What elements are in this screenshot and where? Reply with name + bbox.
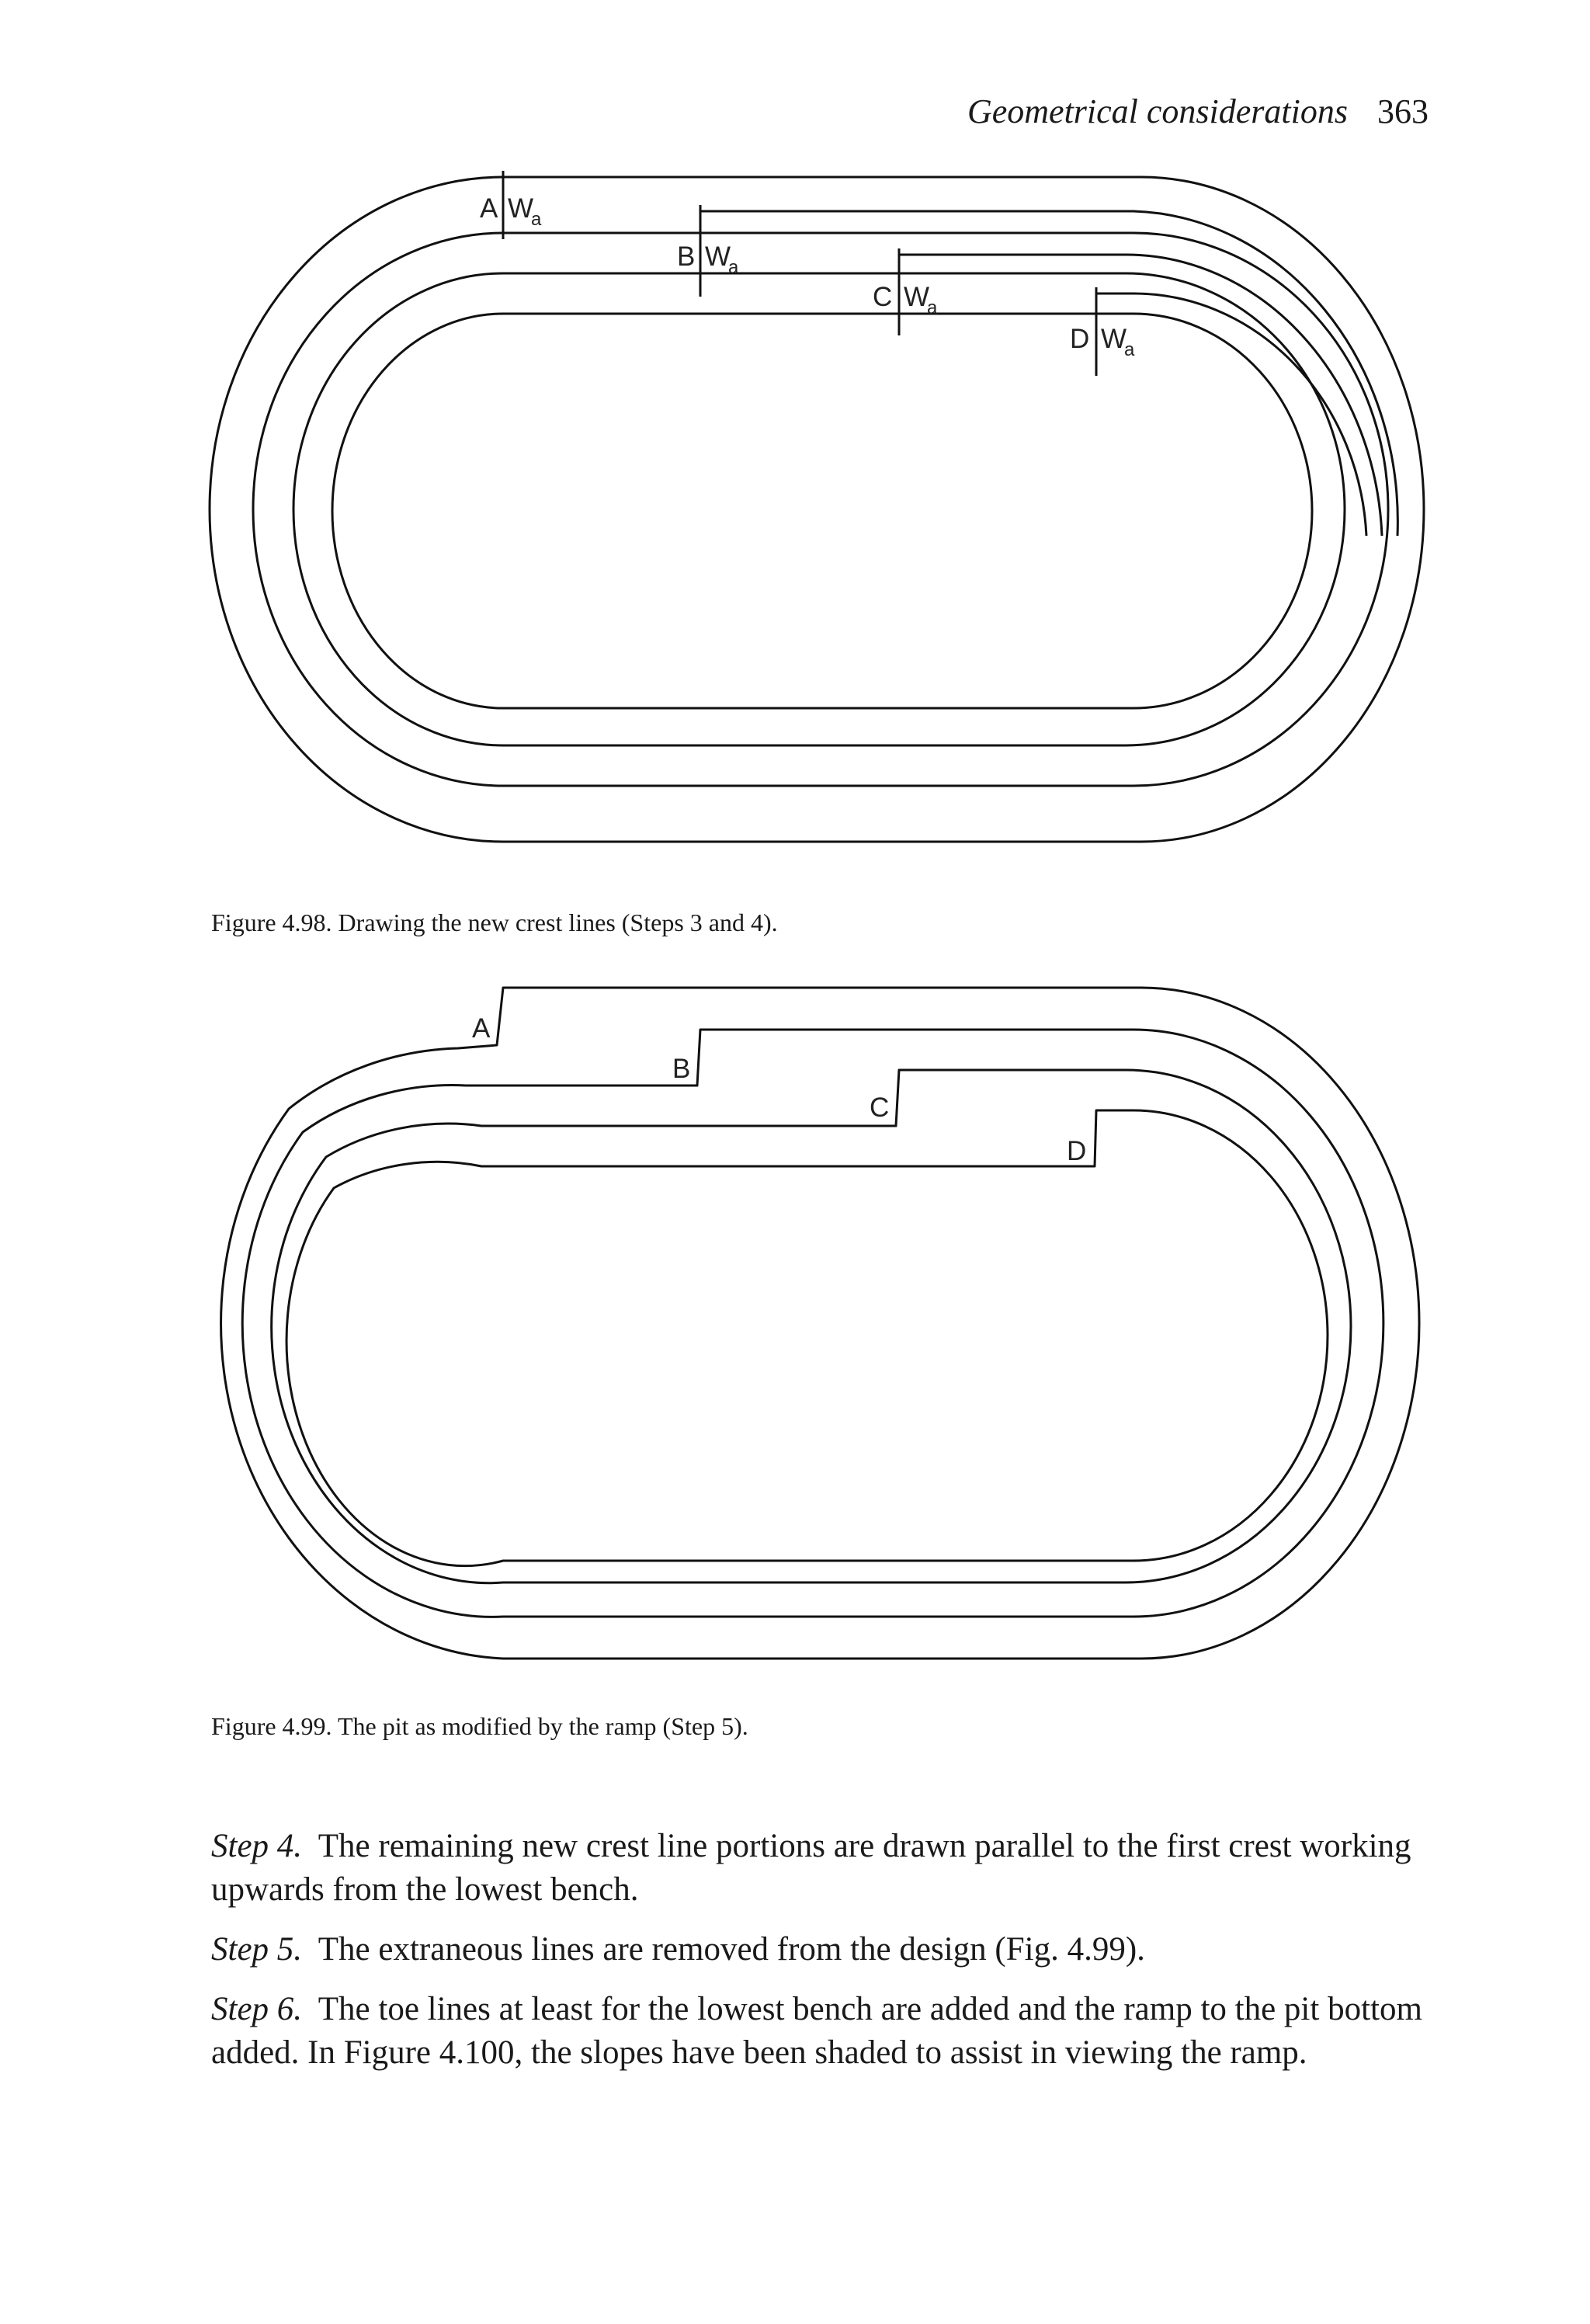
label-w-c-sub: a [927,297,938,318]
label-b: B [672,1054,691,1084]
step-4-text: The remaining new crest line portions are drawn parallel to the first crest working upwards from the lowest bench. [211,1828,1411,1908]
label-c: C [873,282,893,312]
running-title: Geometrical considerations [967,92,1348,130]
label-w-a: W [508,193,534,224]
figure-4-99-caption: Figure 4.99. The pit as modified by the ramp (Step 5). [211,1712,748,1740]
step-5-label: Step 5. [211,1931,303,1968]
step-5-paragraph [211,1928,1438,1971]
step-5-text: The extraneous lines are removed from the design (Fig. 4.99). [318,1931,1145,1968]
label-b: B [677,241,696,272]
step-6-paragraph [211,1988,1438,2075]
crest-line-d [332,314,1312,708]
step-4-label: Step 4. [211,1828,303,1864]
crest-line-c [293,273,1345,745]
figure-4-98 [0,0,1590,885]
label-a: A [472,1013,491,1044]
figure-4-99-drawing [0,947,1590,1708]
figure-4-98-drawing [0,0,1590,885]
crest-line-a [210,177,1424,842]
label-a: A [480,193,498,224]
crest-line-a [221,988,1419,1659]
label-w-b: W [705,241,731,272]
label-w-d-sub: a [1124,339,1135,360]
figure-4-99 [0,947,1590,1708]
label-w-d: W [1101,324,1127,354]
crest-line-b [242,1030,1383,1617]
step-4-paragraph [211,1825,1438,1912]
label-d: D [1067,1136,1087,1166]
label-w-b-sub: a [728,257,739,278]
step-6-text: The toe lines at least for the lowest bench are added and the ramp to the pit bottom added. In Figure 4.100, the slopes have been shaded to assist in viewing the ramp. [211,1991,1422,2071]
crest-line-b [253,233,1388,786]
crest-line-d [286,1110,1328,1566]
page-number: 363 [1377,92,1429,130]
new-crest-line-b [700,211,1397,536]
step-6-label: Step 6. [211,1991,303,2027]
figure-4-98-caption: Figure 4.98. Drawing the new crest lines (Steps 3 and 4). [211,908,778,936]
label-w-a-sub: a [531,209,542,230]
label-d: D [1070,324,1090,354]
label-w-c: W [904,282,930,312]
crest-line-c [272,1070,1351,1583]
new-crest-line-c [899,255,1382,536]
label-c: C [870,1093,890,1123]
